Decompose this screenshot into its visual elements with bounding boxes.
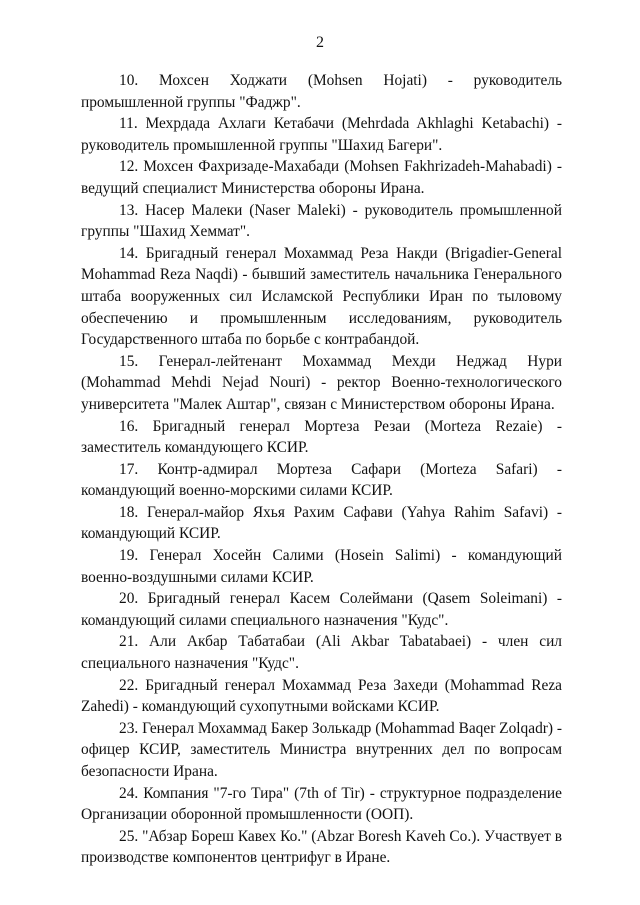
list-item: 15. Генерал-лейтенант Мохаммад Мехди Неджад Нури (Mohammad Mehdi Nejad Nouri) - ректор Военно-технологического университета "Малек Аштар", связан с Министерством обороны Ирана. bbox=[81, 352, 562, 413]
list-item: 25. "Абзар Бореш Кавех Ко." (Abzar Boresh Kaveh Co.). Участвует в производстве компонентов центрифуг в Иране. bbox=[81, 827, 562, 867]
list-item: 20. Бригадный генерал Касем Солеймани (Qasem Soleimani) - командующий силами специального назначения "Кудс". bbox=[81, 590, 562, 629]
list-item: 12. Мохсен Фахризаде-Махабади (Mohsen Fakhrizadeh-Mahabadi) - ведущий специалист Министерства обороны Ирана. bbox=[81, 158, 562, 197]
list-item: 24. Компания "7-го Тира" (7th of Tir) - структурное подразделение Организации оборонной промышленности (ООП). bbox=[81, 784, 562, 824]
list-item: 18. Генерал-майор Яхья Рахим Сафави (Yahya Rahim Safavi) - командующий КСИР. bbox=[81, 503, 562, 543]
list-item: 10. Мохсен Ходжати (Mohsen Hojati) - руководитель промышленной группы "Фаджр". bbox=[81, 72, 562, 111]
list-item: 23. Генерал Мохаммад Бакер Золькадр (Mohammad Baqer Zolqadr) - офицер КСИР, заместитель Министра внутренних дел по вопросам безопасности Ирана. bbox=[81, 719, 562, 780]
list-item: 16. Бригадный генерал Мортеза Резаи (Morteza Rezaie) - заместитель командующего КСИР. bbox=[81, 417, 562, 457]
page-number: 2 bbox=[316, 34, 324, 51]
list-item: 17. Контр-адмирал Мортеза Сафари (Morteza Safari) - командующий военно-морскими силами КСИР. bbox=[81, 460, 562, 500]
list-item: 14. Бригадный генерал Мохаммад Реза Накди (Brigadier-General Mohammad Reza Naqdi) - бывший заместитель начальника Генерального штаба вооруженных сил Исламской Республики Иран по тыловому обеспечению и промышленным исследованиям, руководитель Государственного штаба по борьбе с контрабандой. bbox=[81, 244, 562, 349]
entity-list bbox=[81, 70, 562, 869]
list-item: 19. Генерал Хосейн Салими (Hosein Salimi) - командующий военно-воздушными силами КСИР. bbox=[81, 547, 562, 586]
list-item: 22. Бригадный генерал Мохаммад Реза Захеди (Mohammad Reza Zahedi) - командующий сухопутными войсками КСИР. bbox=[81, 676, 562, 716]
list-item: 21. Али Акбар Табатабаи (Ali Akbar Tabatabaei) - член сил специального назначения "Кудс". bbox=[81, 633, 562, 673]
list-item: 13. Насер Малеки (Naser Maleki) - руководитель промышленной группы "Шахид Хеммат". bbox=[81, 201, 562, 241]
list-item: 11. Мехрдада Ахлаги Кетабачи (Mehrdada Akhlaghi Ketabachi) - руководитель промышленной группы "Шахид Багери". bbox=[81, 115, 562, 154]
